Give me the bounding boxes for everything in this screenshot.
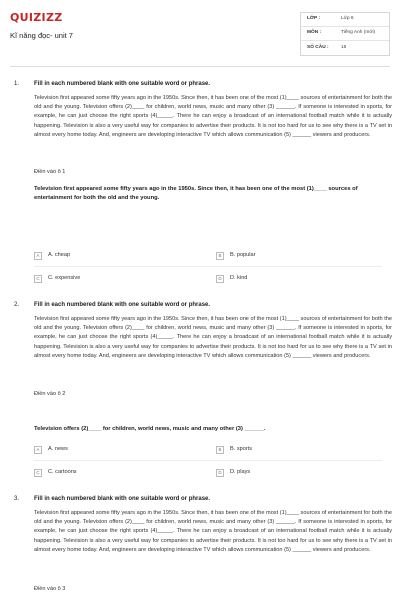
option-text: C. cartoons — [48, 469, 77, 476]
option-letter-box: C — [34, 275, 42, 283]
option-text: A. news — [48, 446, 68, 453]
option-text: D. plays — [230, 469, 251, 476]
option-divider — [34, 460, 382, 461]
option-text: C. expensive — [48, 275, 81, 282]
meta-row-count — [301, 41, 389, 55]
option-text: A. cheap — [48, 252, 71, 259]
meta-value: 15 — [341, 44, 347, 50]
option-letter-box: C — [34, 469, 42, 477]
blank-label: Điền vào ô 1 — [34, 169, 66, 175]
question-instruction: Fill in each numbered blank with one suitable word or phrase. — [34, 81, 211, 87]
option-text: B. popular — [230, 252, 256, 259]
reading-passage: Television first appeared some fifty years ago in the 1950s. Since then, it has been one of the most (1)____ sources of entertainment for both the old and the young. Television offers (2)____ for children, world news, music and many other (3) ______. If someone is interested in sports, for example, he can just choose the right sports (4)_____. There he can enjoy a broadcast of an international football match while it is actually happening. Television is also a very useful way for companies to advertise their products. It is not too hard for us to see why there is a TV set in almost every home today. And, engineers are developing interactive TV which allows communication (5) ______ viewers and producers. — [34, 316, 392, 359]
option-text: B. sports — [230, 446, 253, 453]
reading-passage: Television first appeared some fifty years ago in the 1950s. Since then, it has been one of the most (1)____ sources of entertainment for both the old and the young. Television offers (2)____ for children, world news, music and many other (3) ______. If someone is interested in sports, for example, he can just choose the right sports (4)_____. There he can enjoy a broadcast of an international football match while it is actually happening. Television is also a very useful way for companies to advertise their products. It is not too hard for us to see why there is a TV set in almost every home today. And, engineers are developing interactive TV which allows communication (5) ______ viewers and producers. — [34, 95, 392, 138]
option-letter-box: A — [34, 446, 42, 454]
option-text: D. kind — [230, 275, 248, 282]
quizizz-logo: QUIZIZZ — [10, 11, 63, 24]
question-number: 1. — [14, 81, 20, 87]
blank-label: Điền vào ô 3 — [34, 586, 66, 592]
worksheet-meta-table — [300, 12, 390, 56]
header-divider — [10, 66, 390, 67]
question-stem: Television first appeared some fifty years ago in the 1950s. Since then, it has been one of the most (1)____ sources of entertainment for both the old and the young. — [34, 186, 358, 201]
option-c[interactable] — [34, 469, 77, 477]
question-instruction: Fill in each numbered blank with one suitable word or phrase. — [34, 496, 211, 502]
meta-row-subject — [301, 27, 389, 41]
question-number: 3. — [14, 496, 20, 502]
worksheet-header — [0, 0, 400, 68]
option-b[interactable] — [216, 446, 252, 454]
option-divider — [34, 266, 382, 267]
option-c[interactable] — [34, 275, 80, 283]
option-letter-box: D — [216, 275, 224, 283]
option-letter-box: D — [216, 469, 224, 477]
option-b[interactable] — [216, 252, 256, 260]
option-d[interactable] — [216, 275, 247, 283]
question-stem: Television offers (2)____ for children, world news, music and many other (3) ______. — [34, 426, 266, 432]
option-letter-box: B — [216, 446, 224, 454]
meta-key: SỐ CÂU : — [307, 44, 329, 50]
option-a[interactable] — [34, 252, 70, 260]
reading-passage: Television first appeared some fifty years ago in the 1950s. Since then, it has been one of the most (1)____ sources of entertainment for both the old and the young. Television offers (2)____ for children, world news, music and many other (3) ______. If someone is interested in sports, for example, he can just choose the right sports (4)_____. There he can enjoy a broadcast of an international football match while it is actually happening. Television is also a very useful way for companies to advertise their products. It is not too hard for us to see why there is a TV set in almost every home today. And, engineers are developing interactive TV which allows communication (5) ______ viewers and producers. — [34, 510, 392, 553]
question-number: 2. — [14, 302, 20, 308]
question-instruction: Fill in each numbered blank with one suitable word or phrase. — [34, 302, 211, 308]
option-d[interactable] — [216, 469, 250, 477]
meta-value: Lớp 6 — [341, 16, 354, 22]
worksheet-title: Kĩ năng đọc- unit 7 — [10, 31, 73, 40]
blank-label: Điền vào ô 2 — [34, 391, 66, 397]
meta-row-class — [301, 13, 389, 27]
option-letter-box: B — [216, 252, 224, 260]
meta-value: Tiếng Anh (mới) — [341, 30, 376, 36]
meta-key: LỚP : — [307, 16, 321, 22]
option-letter-box: A — [34, 252, 42, 260]
meta-key: MÔN : — [307, 30, 322, 36]
option-a[interactable] — [34, 446, 68, 454]
